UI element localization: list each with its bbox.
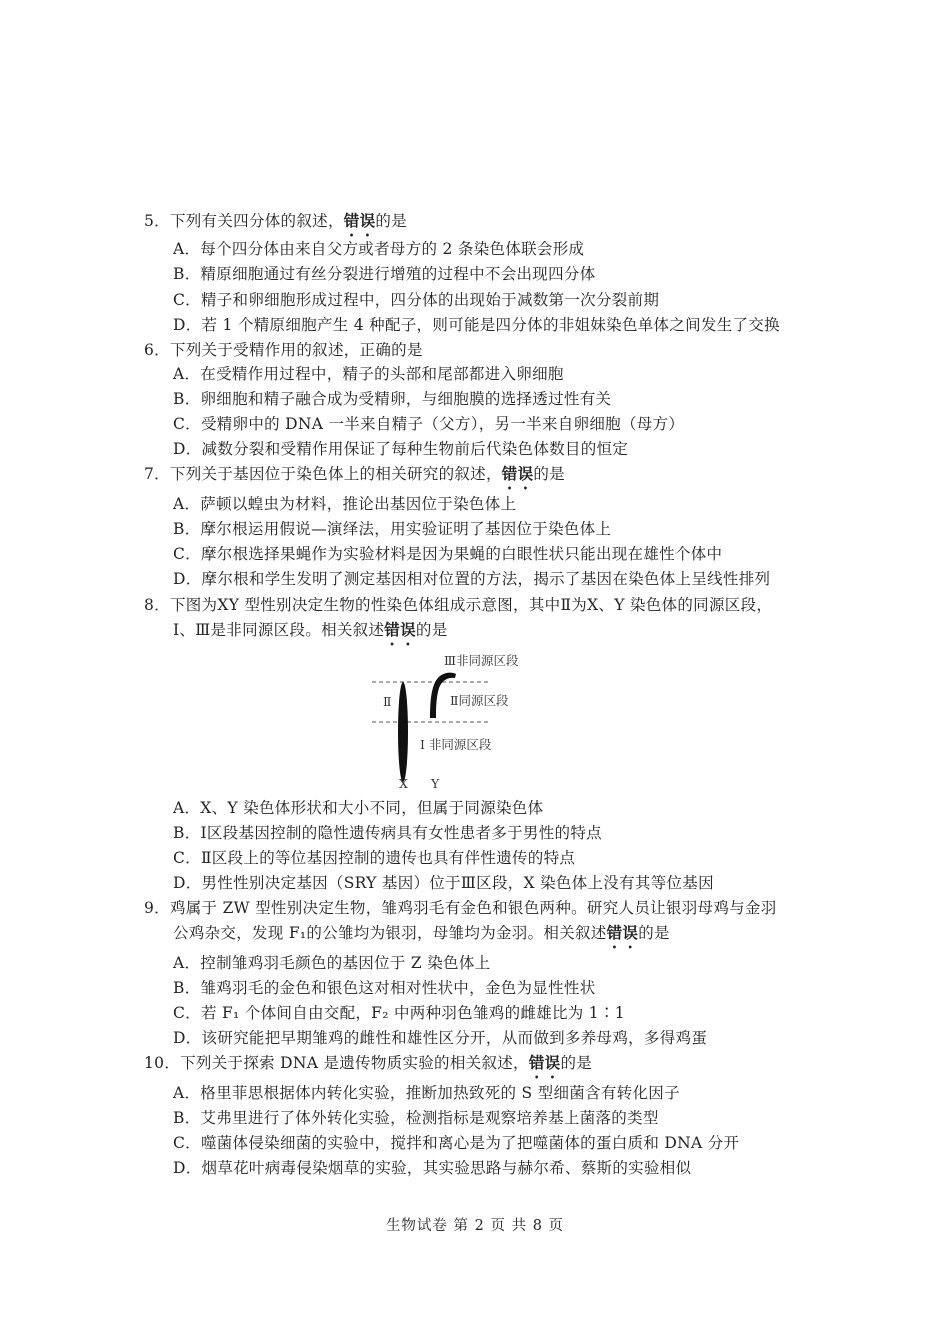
question-5-option-b: B．精原细胞通过有丝分裂进行增殖的过程中不会出现四分体 [173, 265, 596, 283]
question-8-option-d: D．男性性别决定基因（SRY 基因）位于Ⅲ区段，X 染色体上没有其等位基因 [173, 874, 714, 892]
question-7-stem: 7．下列关于基因位于染色体上的相关研究的叙述，错误的是 [144, 464, 565, 483]
question-10-option-c: C．噬菌体侵染细菌的实验中，搅拌和离心是为了把噬菌体的蛋白质和 DNA 分开 [173, 1134, 740, 1152]
question-5-option-c: C．精子和卵细胞形成过程中，四分体的出现始于减数第一次分裂前期 [173, 291, 660, 309]
question-8-stem: 8．下图为XY 型性别决定生物的性染色体组成示意图，其中Ⅱ为X、Y 染色体的同源区段， [144, 596, 773, 614]
question-9-option-c: C．若 F₁ 个体间自由交配，F₂ 中两种羽色雏鸡的雌雄比为 1∶1 [173, 1004, 625, 1022]
sex-chromosome-svg [360, 650, 560, 795]
question-8-stem-cont: Ⅰ、Ⅲ是非同源区段。相关叙述错误的是 [173, 620, 448, 639]
question-6-option-d: D．减数分裂和受精作用保证了每种生物前后代染色体数目的恒定 [173, 440, 629, 458]
question-10-stem: 10．下列关于探索 DNA 是遗传物质实验的相关叙述，错误的是 [144, 1053, 593, 1072]
question-9-option-a: A．控制雏鸡羽毛颜色的基因位于 Z 染色体上 [173, 954, 491, 972]
question-6-option-c: C．受精卵中的 DNA 一半来自精子（父方），另一半来自卵细胞（母方） [173, 415, 685, 433]
question-5-stem: 5．下列有关四分体的叙述，错误的是 [144, 211, 407, 230]
label-segment-i: Ⅰ 非同源区段 [420, 737, 492, 752]
question-6-option-a: A．在受精作用过程中，精子的头部和尾部都进入卵细胞 [173, 365, 564, 383]
label-segment-ii: Ⅱ同源区段 [450, 693, 509, 708]
question-9-stem-cont: 公鸡杂交，发现 F₁的公雏均为银羽，母雏均为金羽。相关叙述错误的是 [173, 923, 670, 942]
question-10-option-d: D．烟草花叶病毒侵染烟草的实验，其实验思路与赫尔希、蔡斯的实验相似 [173, 1159, 692, 1177]
question-7-option-d: D．摩尔根和学生发明了测定基因相对位置的方法，揭示了基因在染色体上呈线性排列 [173, 570, 771, 588]
question-7-option-a: A．萨顿以蝗虫为材料，推论出基因位于染色体上 [173, 495, 517, 513]
question-6-stem: 6．下列关于受精作用的叙述，正确的是 [144, 341, 423, 359]
sex-chromosome-diagram [360, 650, 560, 795]
label-segment-iii: Ⅲ非同源区段 [444, 653, 519, 668]
question-6-option-b: B．卵细胞和精子融合成为受精卵，与细胞膜的选择透过性有关 [173, 390, 612, 408]
question-9-stem: 9．鸡属于 ZW 型性别决定生物，雏鸡羽毛有金色和银色两种。研究人员让银羽母鸡与金羽 [144, 899, 777, 917]
x-chromosome [398, 682, 408, 782]
question-8-option-b: B．Ⅰ区段基因控制的隐性遗传病具有女性患者多于男性的特点 [173, 824, 602, 842]
label-ii-left: Ⅱ [383, 694, 392, 709]
question-9-option-d: D．该研究能把早期雏鸡的雌性和雄性区分开，从而做到多养母鸡，多得鸡蛋 [173, 1029, 708, 1047]
question-7-option-c: C．摩尔根选择果蝇作为实验材料是因为果蝇的白眼性状只能出现在雄性个体中 [173, 545, 723, 563]
question-7-option-b: B．摩尔根运用假说—演绎法，用实验证明了基因位于染色体上 [173, 520, 612, 538]
question-10-option-a: A．格里菲思根据体内转化实验，推断加热致死的 S 型细菌含有转化因子 [173, 1084, 680, 1102]
question-8-option-c: C．Ⅱ区段上的等位基因控制的遗传也具有伴性遗传的特点 [173, 849, 576, 867]
page-footer: 生物试卷 第 2 页 共 8 页 [385, 1218, 565, 1234]
label-x: X [399, 776, 408, 791]
question-9-option-b: B．雏鸡羽毛的金色和银色这对相对性状中，金色为显性性状 [173, 979, 596, 997]
question-5-option-d: D．若 1 个精原细胞产生 4 种配子，则可能是四分体的非姐妹染色单体之间发生了交换 [173, 316, 780, 334]
label-y: Y [431, 776, 440, 791]
question-10-option-b: B．艾弗里进行了体外转化实验，检测指标是观察培养基上菌落的类型 [173, 1109, 659, 1127]
question-5-option-a: A．每个四分体由来自父方或者母方的 2 条染色体联会形成 [173, 240, 585, 258]
question-8-option-a: A．X、Y 染色体形状和大小不同，但属于同源染色体 [173, 799, 544, 817]
